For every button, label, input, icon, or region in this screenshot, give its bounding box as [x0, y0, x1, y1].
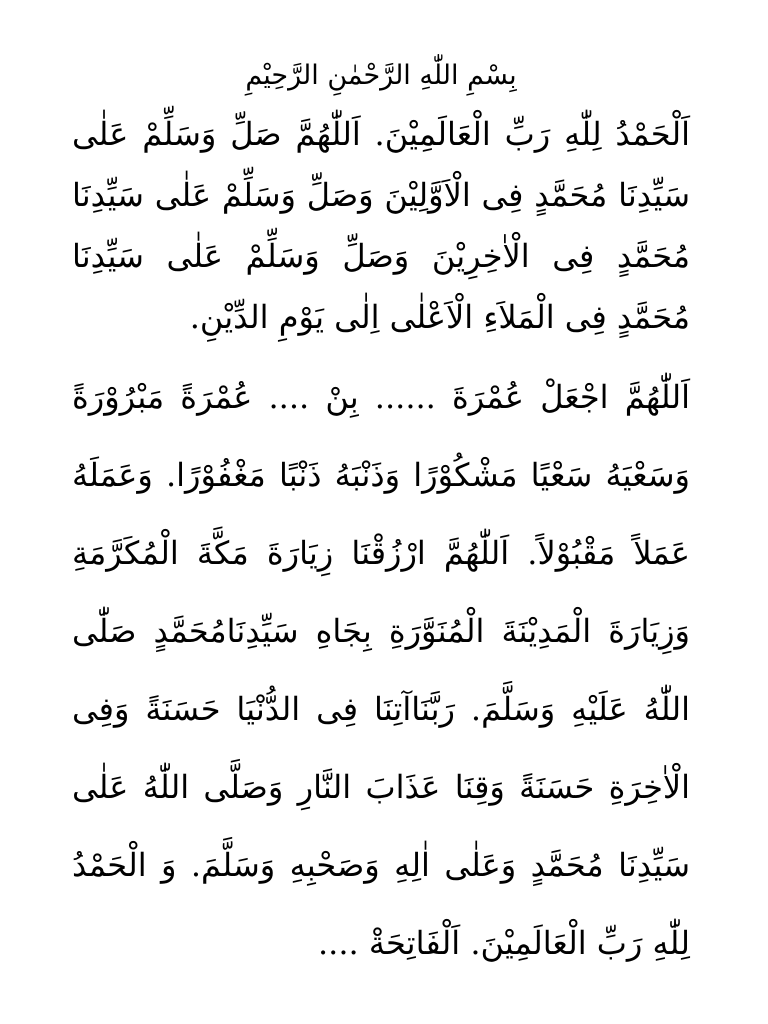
umrah-prayer-paragraph: اَللّٰهُمَّ اجْعَلْ عُمْرَةَ ...... بِنْ .... عُمْرَةً مَبْرُوْرَةً وَسَعْيَهُ سَعْيًا مَشْكُوْرًا وَذَنْبَهُ ذَنْبًا مَغْفُوْرًا. وَعَمَلَهُ عَمَلاً مَقْبُوْلاً. اَللّٰهُمَّ ارْزُقْنَا زِيَارَةَ مَكَّةَ الْمُكَرَّمَةِ وَزِيَارَةَ الْمَدِيْنَةَ الْمُنَوَّرَةِ بِجَاهِ سَيِّدِنَامُحَمَّدٍ صَلّٰى اللّٰهُ عَلَيْهِ وَسَلَّمَ. رَبَّنَاآتِنَا فِى الدُّنْيَا حَسَنَةً وَفِى الْاٰخِرَةِ حَسَنَةً وَقِنَا عَذَابَ النَّارِ وَصَلَّى اللّٰهُ عَلٰى سَيِّدِنَا مُحَمَّدٍ وَعَلٰى اٰلِهِ وَصَحْبِهِ وَسَلَّمَ. وَ الْحَمْدُ لِلّٰهِ رَبِّ الْعَالَمِيْنَ. اَلْفَاتِحَةْ .... [72, 378, 690, 962]
basmala-heading: بِسْمِ اللّٰهِ الرَّحْمٰنِ الرَّحِيْمِ [245, 60, 517, 91]
opening-praise-paragraph: اَلْحَمْدُ لِلّٰهِ رَبِّ الْعَالَمِيْنَ. اَللّٰهُمَّ صَلِّ وَسَلِّمْ عَلٰى سَيِّدِنَا مُحَمَّدٍ فِى الْاَوَّلِيْنَ وَصَلِّ وَسَلِّمْ عَلٰى سَيِّدِنَا مُحَمَّدٍ فِى الْاٰخِرِيْنَ وَصَلِّ وَسَلِّمْ عَلٰى سَيِّدِنَا مُحَمَّدٍ فِى الْمَلاَءِ الْاَعْلٰى اِلٰى يَوْمِ الدِّيْنِ. [72, 115, 690, 336]
